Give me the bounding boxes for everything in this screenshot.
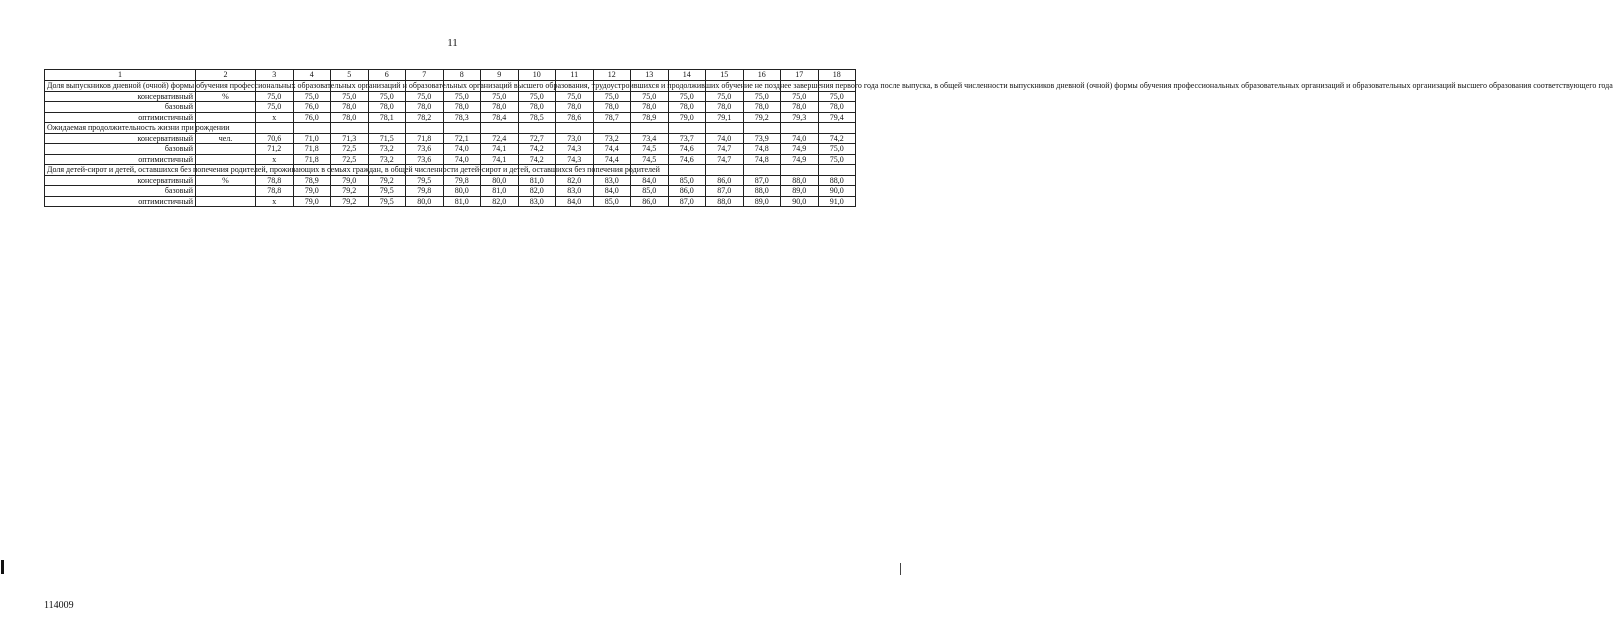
value-cell: 75,0 (781, 91, 819, 102)
value-cell: 91,0 (818, 196, 856, 207)
value-cell: 75,0 (818, 91, 856, 102)
value-cell: 78,2 (406, 112, 444, 123)
value-cell: 78,0 (668, 102, 706, 113)
value-cell: 74,5 (631, 154, 669, 165)
indicator-name: Ожидаемая продолжительность жизни при рождении (45, 123, 196, 134)
value-cell: 78,3 (443, 112, 481, 123)
value-cell: 74,0 (706, 133, 744, 144)
value-cell: 74,0 (443, 144, 481, 155)
value-cell: 74,9 (781, 144, 819, 155)
scenario-row (45, 144, 856, 155)
value-cell: 74,2 (818, 133, 856, 144)
value-cell: 79,5 (406, 175, 444, 186)
value-cell: 79,8 (406, 186, 444, 197)
indicator-row (45, 81, 856, 92)
value-cell: 72,5 (331, 154, 369, 165)
value-cell: 71,8 (293, 154, 331, 165)
value-cell: 78,6 (556, 112, 594, 123)
empty-cell (556, 123, 594, 134)
scenario-label: консервативный (45, 91, 196, 102)
empty-cell (518, 123, 556, 134)
value-cell: 71,8 (293, 144, 331, 155)
column-number: 11 (556, 70, 594, 81)
column-number: 4 (293, 70, 331, 81)
value-cell: 78,9 (293, 175, 331, 186)
value-cell: 75,0 (556, 91, 594, 102)
value-cell: 75,0 (293, 91, 331, 102)
value-cell: 70,6 (256, 133, 294, 144)
value-cell: 78,0 (331, 102, 369, 113)
value-cell: 86,0 (668, 186, 706, 197)
empty-cell (743, 165, 781, 176)
column-number: 7 (406, 70, 444, 81)
column-number: 8 (443, 70, 481, 81)
value-cell: 78,0 (818, 102, 856, 113)
value-cell: 74,0 (781, 133, 819, 144)
value-cell: 75,0 (368, 91, 406, 102)
value-cell: 74,9 (781, 154, 819, 165)
value-cell: x (256, 154, 294, 165)
value-cell: 78,8 (256, 175, 294, 186)
column-number: 13 (631, 70, 669, 81)
scenario-label: оптимистичный (45, 112, 196, 123)
scenario-row (45, 91, 856, 102)
value-cell: 78,9 (631, 112, 669, 123)
value-cell: 76,0 (293, 112, 331, 123)
empty-cell (668, 123, 706, 134)
value-cell: 79,0 (331, 175, 369, 186)
scenario-row (45, 133, 856, 144)
scenario-label: оптимистичный (45, 196, 196, 207)
column-number: 2 (196, 70, 256, 81)
value-cell: 79,0 (668, 112, 706, 123)
value-cell: 75,0 (818, 144, 856, 155)
value-cell: 83,0 (518, 196, 556, 207)
value-cell: 88,0 (781, 175, 819, 186)
value-cell: 71,2 (256, 144, 294, 155)
value-cell: 75,0 (743, 91, 781, 102)
value-cell: 74,5 (631, 144, 669, 155)
value-cell: 84,0 (593, 186, 631, 197)
column-number: 12 (593, 70, 631, 81)
column-number: 17 (781, 70, 819, 81)
value-cell: 75,0 (593, 91, 631, 102)
value-cell: 78,0 (706, 102, 744, 113)
empty-cell (293, 123, 331, 134)
value-cell: 74,8 (743, 144, 781, 155)
scenario-row (45, 154, 856, 165)
value-cell: 87,0 (706, 186, 744, 197)
value-cell: 71,5 (368, 133, 406, 144)
value-cell: 81,0 (518, 175, 556, 186)
value-cell: 74,1 (481, 154, 519, 165)
scenario-row (45, 186, 856, 197)
empty-cell (368, 123, 406, 134)
column-number: 1 (45, 70, 196, 81)
value-cell: 79,3 (781, 112, 819, 123)
value-cell: 72,4 (481, 133, 519, 144)
value-cell: 74,0 (443, 154, 481, 165)
value-cell: 74,4 (593, 154, 631, 165)
scenario-label: базовый (45, 144, 196, 155)
value-cell: 78,5 (518, 112, 556, 123)
value-cell: 79,2 (331, 186, 369, 197)
value-cell: 79,5 (368, 196, 406, 207)
unit-cell: % (196, 91, 256, 102)
value-cell: 73,2 (368, 154, 406, 165)
value-cell: 73,9 (743, 133, 781, 144)
value-cell: 79,2 (331, 196, 369, 207)
value-cell: 80,0 (443, 186, 481, 197)
scenario-label: консервативный (45, 175, 196, 186)
value-cell: 88,0 (818, 175, 856, 186)
value-cell: 74,2 (518, 154, 556, 165)
value-cell: 84,0 (631, 175, 669, 186)
scenario-row (45, 196, 856, 207)
value-cell: 82,0 (481, 196, 519, 207)
scenario-label: базовый (45, 186, 196, 197)
value-cell: 74,1 (481, 144, 519, 155)
scenario-label: оптимистичный (45, 154, 196, 165)
indicator-name: Доля выпускников дневной (очной) формы обучения профессиональных образовательных организаций и образовательных организаций высшего образования, трудоустроившихся и продолживших обучение не позднее завершения первого года после выпуска, в общей численности выпускников дневной (очной) формы обучения профессиональных образовательных организаций и образовательных организаций высшего образования соответствующего года (45, 81, 196, 92)
column-number: 10 (518, 70, 556, 81)
value-cell: 74,3 (556, 154, 594, 165)
value-cell: 73,2 (593, 133, 631, 144)
value-cell: 79,0 (293, 196, 331, 207)
value-cell: 79,4 (818, 112, 856, 123)
value-cell: 83,0 (556, 186, 594, 197)
empty-cell (481, 123, 519, 134)
unit-cell (196, 112, 256, 123)
unit-cell (196, 154, 256, 165)
value-cell: 75,0 (631, 91, 669, 102)
value-cell: 71,8 (406, 133, 444, 144)
value-cell: 78,0 (781, 102, 819, 113)
column-number: 3 (256, 70, 294, 81)
value-cell: 71,0 (293, 133, 331, 144)
value-cell: 73,0 (556, 133, 594, 144)
value-cell: 79,1 (706, 112, 744, 123)
value-cell: 78,0 (593, 102, 631, 113)
value-cell: 73,7 (668, 133, 706, 144)
value-cell: 89,0 (743, 196, 781, 207)
indicator-row (45, 123, 856, 134)
empty-cell (443, 123, 481, 134)
page-number: 11 (447, 37, 458, 49)
value-cell: 76,0 (293, 102, 331, 113)
value-cell: 78,0 (631, 102, 669, 113)
unit-cell: % (196, 175, 256, 186)
indicator-row (45, 165, 856, 176)
value-cell: 79,2 (368, 175, 406, 186)
value-cell: 85,0 (631, 186, 669, 197)
value-cell: 78,0 (481, 102, 519, 113)
scenario-row (45, 112, 856, 123)
value-cell: 72,5 (331, 144, 369, 155)
scenario-label: базовый (45, 102, 196, 113)
value-cell: 86,0 (631, 196, 669, 207)
document-code: 114009 (44, 600, 74, 611)
empty-cell (331, 123, 369, 134)
column-number: 16 (743, 70, 781, 81)
empty-cell (256, 123, 294, 134)
value-cell: 74,2 (518, 144, 556, 155)
empty-cell (743, 123, 781, 134)
binding-mark (1, 560, 4, 574)
value-cell: 78,0 (331, 112, 369, 123)
value-cell: 72,1 (443, 133, 481, 144)
value-cell: 75,0 (518, 91, 556, 102)
value-cell: 86,0 (706, 175, 744, 186)
scenario-row (45, 175, 856, 186)
value-cell: 75,0 (331, 91, 369, 102)
value-cell: 87,0 (668, 196, 706, 207)
column-number: 5 (331, 70, 369, 81)
value-cell: 78,0 (743, 102, 781, 113)
value-cell: x (256, 112, 294, 123)
value-cell: 74,7 (706, 144, 744, 155)
value-cell: 75,0 (668, 91, 706, 102)
value-cell: x (256, 196, 294, 207)
value-cell: 73,4 (631, 133, 669, 144)
value-cell: 85,0 (593, 196, 631, 207)
edge-mark (900, 563, 901, 575)
empty-cell (706, 165, 744, 176)
value-cell: 90,0 (818, 186, 856, 197)
value-cell: 82,0 (556, 175, 594, 186)
column-number-row (45, 70, 856, 81)
value-cell: 75,0 (443, 91, 481, 102)
value-cell: 74,4 (593, 144, 631, 155)
value-cell: 75,0 (481, 91, 519, 102)
empty-cell (631, 123, 669, 134)
value-cell: 74,7 (706, 154, 744, 165)
value-cell: 79,0 (293, 186, 331, 197)
indicator-table (44, 69, 1613, 207)
unit-cell: чел. (196, 133, 256, 144)
value-cell: 78,0 (518, 102, 556, 113)
value-cell: 82,0 (518, 186, 556, 197)
scenario-label: консервативный (45, 133, 196, 144)
value-cell: 75,0 (256, 91, 294, 102)
value-cell: 89,0 (781, 186, 819, 197)
value-cell: 71,3 (331, 133, 369, 144)
column-number: 14 (668, 70, 706, 81)
value-cell: 80,0 (481, 175, 519, 186)
value-cell: 74,3 (556, 144, 594, 155)
value-cell: 79,5 (368, 186, 406, 197)
value-cell: 88,0 (743, 186, 781, 197)
value-cell: 87,0 (743, 175, 781, 186)
unit-cell (196, 102, 256, 113)
value-cell: 81,0 (443, 196, 481, 207)
unit-cell (196, 186, 256, 197)
empty-cell (406, 123, 444, 134)
empty-cell (818, 165, 856, 176)
column-number: 15 (706, 70, 744, 81)
value-cell: 88,0 (706, 196, 744, 207)
unit-cell (196, 196, 256, 207)
value-cell: 78,0 (368, 102, 406, 113)
value-cell: 78,1 (368, 112, 406, 123)
empty-cell (668, 165, 706, 176)
value-cell: 90,0 (781, 196, 819, 207)
empty-cell (781, 165, 819, 176)
value-cell: 78,0 (556, 102, 594, 113)
value-cell: 75,0 (818, 154, 856, 165)
column-number: 18 (818, 70, 856, 81)
empty-cell (781, 123, 819, 134)
value-cell: 85,0 (668, 175, 706, 186)
value-cell: 74,6 (668, 144, 706, 155)
value-cell: 79,8 (443, 175, 481, 186)
empty-cell (593, 123, 631, 134)
empty-cell (818, 123, 856, 134)
value-cell: 75,0 (406, 91, 444, 102)
indicator-name: Доля детей-сирот и детей, оставшихся без попечения родителей, проживающих в семьях граждан, в общей численности детей-сирот и детей, оставшихся без попечения родителей (45, 165, 196, 176)
value-cell: 73,2 (368, 144, 406, 155)
scenario-row (45, 102, 856, 113)
value-cell: 75,0 (706, 91, 744, 102)
value-cell: 79,2 (743, 112, 781, 123)
empty-cell (706, 123, 744, 134)
value-cell: 74,8 (743, 154, 781, 165)
unit-cell (196, 144, 256, 155)
value-cell: 81,0 (481, 186, 519, 197)
value-cell: 74,6 (668, 154, 706, 165)
value-cell: 78,0 (406, 102, 444, 113)
value-cell: 75,0 (256, 102, 294, 113)
value-cell: 78,4 (481, 112, 519, 123)
value-cell: 78,0 (443, 102, 481, 113)
value-cell: 84,0 (556, 196, 594, 207)
value-cell: 78,7 (593, 112, 631, 123)
value-cell: 80,0 (406, 196, 444, 207)
column-number: 9 (481, 70, 519, 81)
value-cell: 78,8 (256, 186, 294, 197)
value-cell: 73,6 (406, 144, 444, 155)
value-cell: 73,6 (406, 154, 444, 165)
value-cell: 83,0 (593, 175, 631, 186)
value-cell: 72,7 (518, 133, 556, 144)
column-number: 6 (368, 70, 406, 81)
